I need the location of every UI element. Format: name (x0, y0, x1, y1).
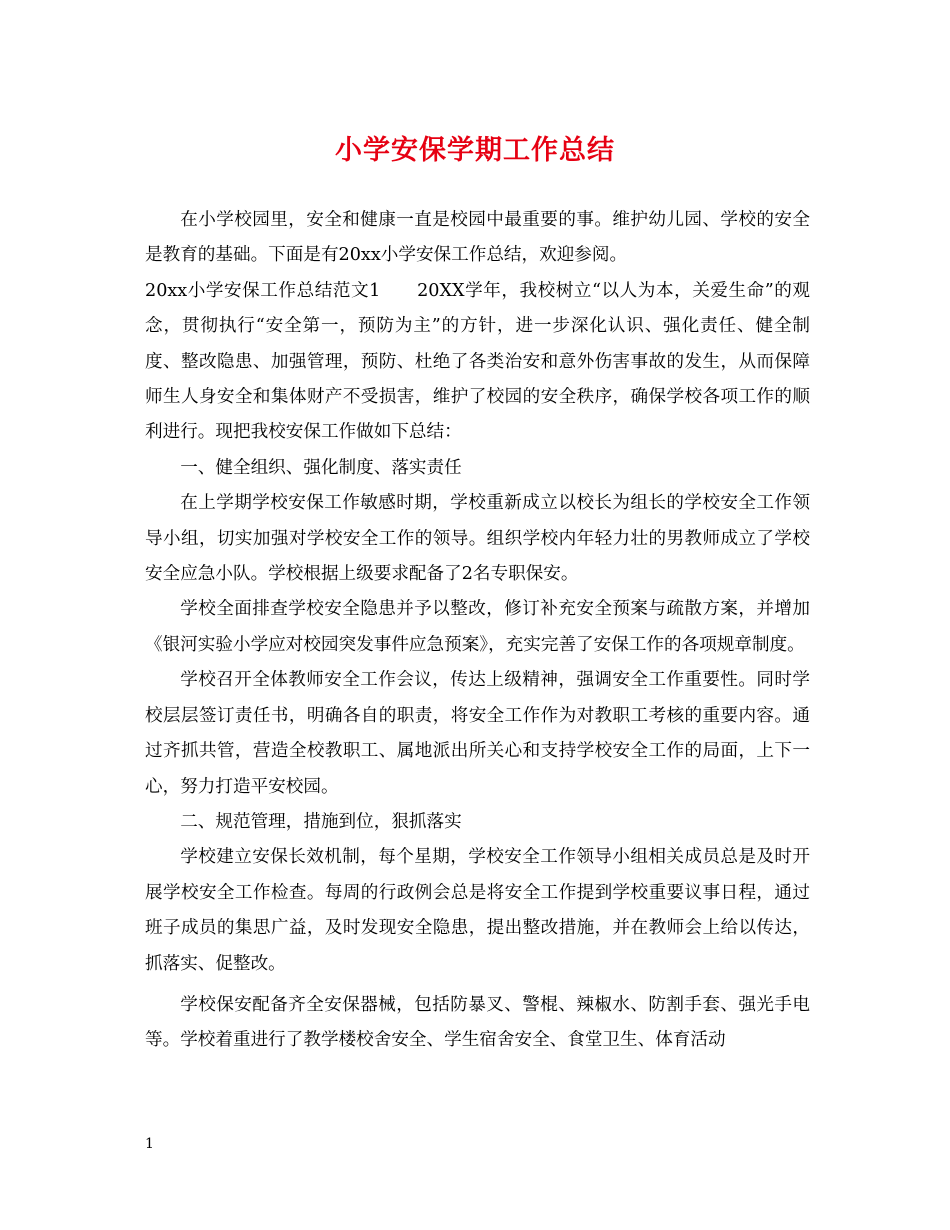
paragraph-equipment: 学校保安配备齐全安保器械，包括防暴叉、警棍、辣椒水、防割手套、强光手电等。学校着重进行了教学楼校舍安全、学生宿舍安全、食堂卫生、体育活动 (145, 994, 810, 1051)
document-title: 小学安保学期工作总结 (335, 135, 615, 166)
paragraph-mechanism: 学校建立安保长效机制，每个星期，学校安全工作领导小组相关成员总是及时开展学校安全工作检查。每周的行政例会总是将安全工作提到学校重要议事日程，通过班子成员的集思广益，及时发现安全隐患，提出整改措施，并在教师会上给以传达，抓落实、促整改。 (145, 847, 810, 974)
paragraph-intro: 在小学校园里，安全和健康一直是校园中最重要的事。维护幼儿园、学校的安全是教育的基础。下面是有20xx小学安保工作总结，欢迎参阅。 (145, 210, 810, 266)
section-heading-2: 二、规范管理，措施到位，狠抓落实 (180, 811, 462, 832)
paragraph-sample-1: 20xx小学安保工作总结范文1 20XX学年，我校树立“以人为本，关爱生命”的观念，贯彻执行“安全第一，预防为主”的方针，进一步深化认识、强化责任、健全制度、整改隐患、加强管理，预防、杜绝了各类治安和意外伤害事故的发生，从而保障师生人身安全和集体财产不受损害，维护了校园的安全秩序，确保学校各项工作的顺利进行。现把我校安保工作做如下总结： (145, 280, 810, 443)
document-body (145, 203, 810, 1059)
page-number: 1 (145, 1136, 154, 1152)
section-heading-1: 一、健全组织、强化制度、落实责任 (180, 457, 462, 478)
paragraph-inspection: 学校全面排查学校安全隐患并予以整改，修订补充安全预案与疏散方案，并增加《银河实验小学应对校园突发事件应急预案》，充实完善了安保工作的各项规章制度。 (145, 599, 810, 655)
paragraph-organization: 在上学期学校安保工作敏感时期，学校重新成立以校长为组长的学校安全工作领导小组，切实加强对学校安全工作的领导。组织学校内年轻力壮的男教师成立了学校安全应急小队。学校根据上级要求配备了2名专职保安。 (145, 493, 810, 585)
paragraph-meeting: 学校召开全体教师安全工作会议，传达上级精神，强调安全工作重要性。同时学校层层签订责任书，明确各自的职责，将安全工作作为对教职工考核的重要内容。通过齐抓共管，营造全校教职工、属地派出所关心和支持学校安全工作的局面，上下一心，努力打造平安校园。 (145, 670, 810, 797)
